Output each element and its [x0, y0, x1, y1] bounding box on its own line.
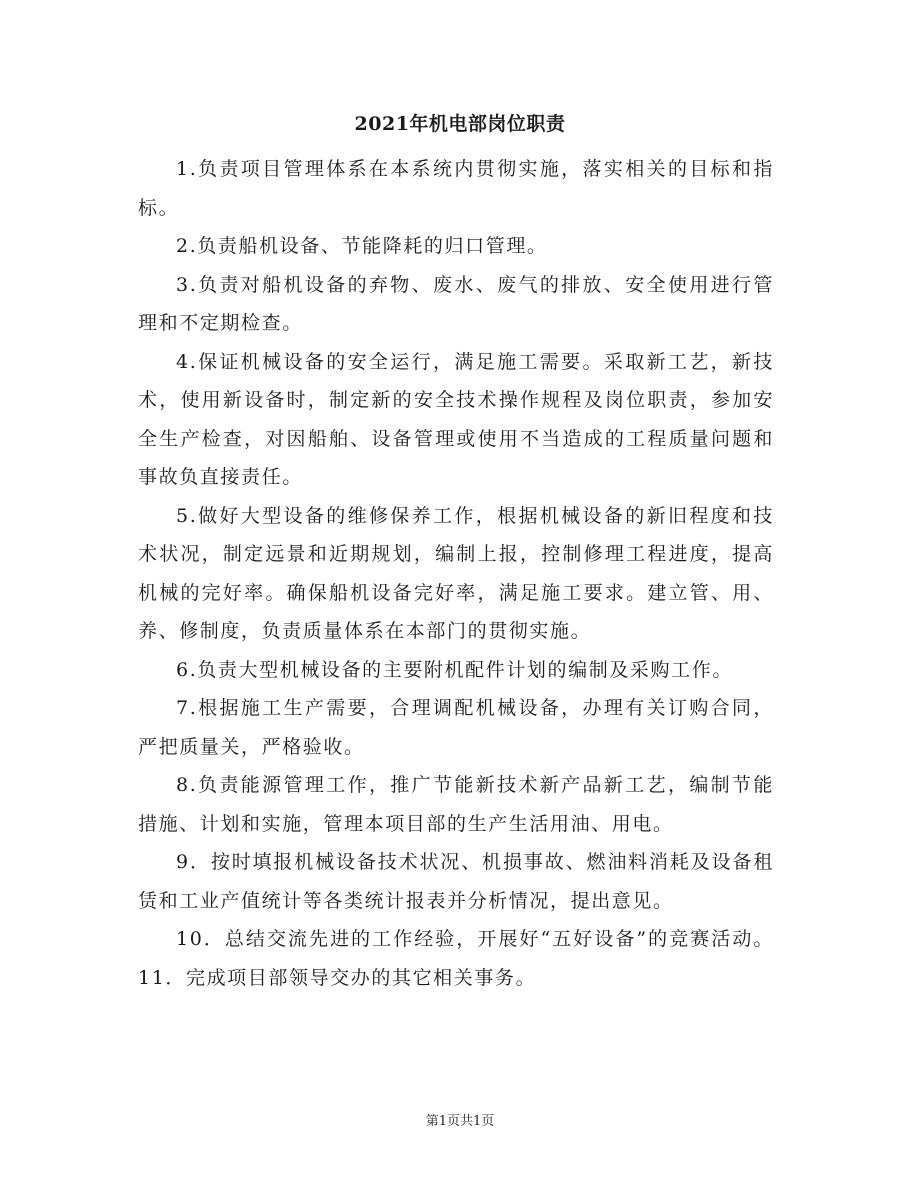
paragraph-6: 6.负责大型机械设备的主要附机配件计划的编制及采购工作。	[176, 658, 733, 681]
paragraph-3: 3.负责对船机设备的弃物、废水、废气的排放、安全使用进行管理和不定期检查。	[138, 273, 774, 334]
paragraph-2: 2.负责船机设备、节能降耗的归口管理。	[176, 235, 548, 257]
paragraph-4: 4.保证机械设备的安全运行，满足施工需要。采取新工艺，新技术，使用新设备时，制定新的安全技术操作规程及岗位职责，参加安全生产检查，对因船舶、设备管理或使用不当造成的工程质量问题和事故负直接责任。	[138, 350, 774, 488]
paragraph-1: 1.负责项目管理体系在本系统内贯彻实施，落实相关的目标和指标。	[138, 158, 774, 219]
paragraph-7: 7.根据施工生产需要，合理调配机械设备，办理有关订购合同，严把质量关，严格验收。	[138, 697, 774, 758]
document-title: 2021年机电部岗位职责	[354, 113, 566, 135]
paragraph-10: 10．总结交流先进的工作经验，开展好“五好设备”的竞赛活动。11．完成项目部领导交办的其它相关事务。	[138, 928, 774, 989]
paragraph-5: 5.做好大型设备的维修保养工作，根据机械设备的新旧程度和技术状况，制定远景和近期规划，编制上报，控制修理工程进度，提高机械的完好率。确保船机设备完好率，满足施工要求。建立管、用、养、修制度，负责质量体系在本部门的贯彻实施。	[138, 504, 774, 642]
paragraph-9: 9．按时填报机械设备技术状况、机损事故、燃油料消耗及设备租赁和工业产值统计等各类统计报表并分析情况，提出意见。	[138, 851, 774, 912]
paragraph-8: 8.负责能源管理工作，推广节能新技术新产品新工艺，编制节能措施、计划和实施，管理本项目部的生产生活用油、用电。	[138, 774, 774, 835]
page-number-footer: 第1页共1页	[425, 1114, 495, 1129]
document-body	[138, 150, 774, 997]
